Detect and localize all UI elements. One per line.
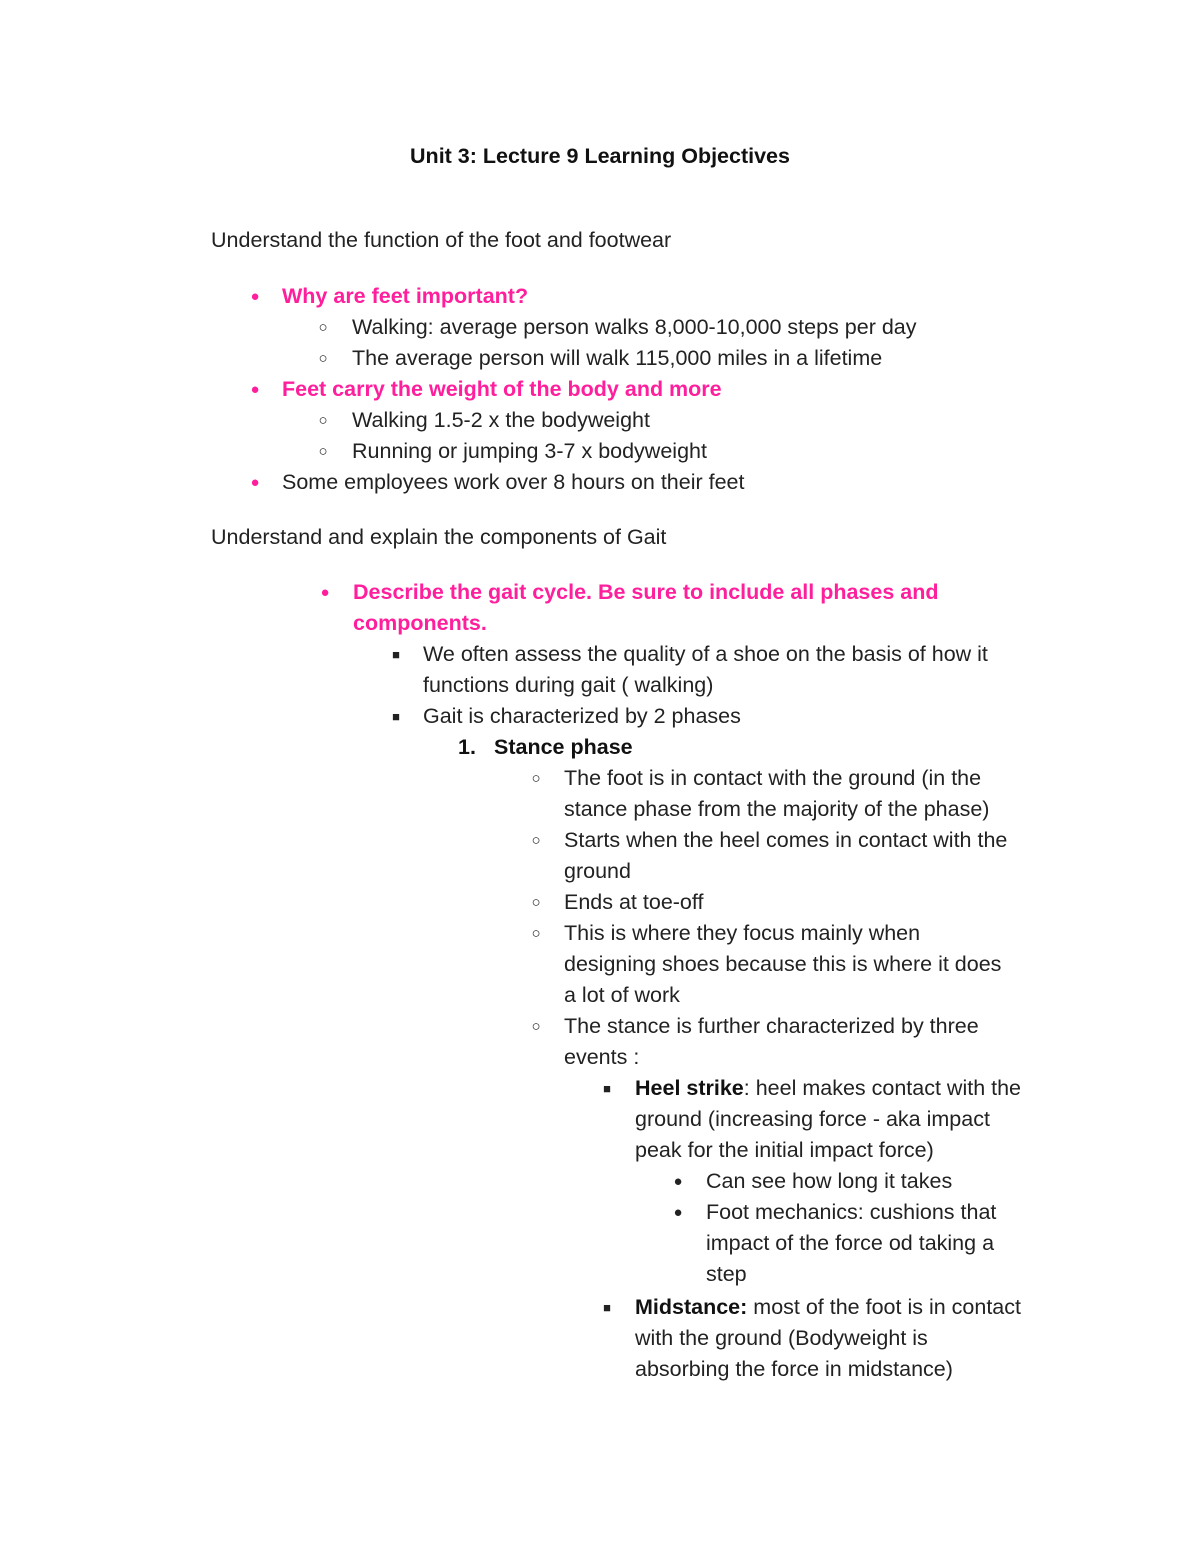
gait-prompt-line1: Describe the gait cycle. Be sure to include all phases and <box>353 580 939 604</box>
heel-strike-line3: peak for the initial impact force) <box>635 1138 934 1162</box>
bullet-circle: ○ <box>531 832 541 849</box>
stance-item-starts-line2: ground <box>564 859 631 883</box>
midstance-text: most of the foot is in contact <box>747 1295 1021 1319</box>
list-item-running-load: Running or jumping 3-7 x bodyweight <box>352 439 707 463</box>
heel-sub-how-long: Can see how long it takes <box>706 1169 953 1193</box>
bullet-circle: ○ <box>318 319 328 336</box>
list-item-shoe-quality-line1: We often assess the quality of a shoe on the basis of how it <box>423 642 988 666</box>
midstance-line2: with the ground (Bodyweight is <box>635 1326 928 1350</box>
bullet-dot: ● <box>673 1173 683 1190</box>
stance-item-events-line1: The stance is further characterized by three <box>564 1014 979 1038</box>
stance-item-focus-line2: designing shoes because this is where it does <box>564 952 1002 976</box>
heel-strike-line1 <box>635 1073 1021 1104</box>
bullet-square: ■ <box>603 1081 611 1096</box>
list-item-walking-load: Walking 1.5-2 x the bodyweight <box>352 408 650 432</box>
stance-item-ends: Ends at toe-off <box>564 890 704 914</box>
bullet-square: ■ <box>392 709 400 724</box>
bullet-circle: ○ <box>531 925 541 942</box>
bullet-dot: ● <box>250 381 260 398</box>
stance-item-focus-line1: This is where they focus mainly when <box>564 921 921 945</box>
heel-sub-mechanics-line3: step <box>706 1262 747 1286</box>
list-item-lifetime-miles: The average person will walk 115,000 miles in a lifetime <box>352 346 883 370</box>
stance-item-contact-line1: The foot is in contact with the ground (in the <box>564 766 982 790</box>
bullet-square: ■ <box>392 647 400 662</box>
bullet-square: ■ <box>603 1300 611 1315</box>
section-heading-function: Understand the function of the foot and footwear <box>211 228 672 252</box>
stance-item-events-line2: events : <box>564 1045 640 1069</box>
stance-phase-label: Stance phase <box>494 735 633 759</box>
midstance-line3: absorbing the force in midstance) <box>635 1357 953 1381</box>
midstance-label: Midstance: <box>635 1295 748 1319</box>
midstance-line1 <box>635 1292 1021 1323</box>
heel-sub-mechanics-line1: Foot mechanics: cushions that <box>706 1200 997 1224</box>
bullet-dot: ● <box>250 288 260 305</box>
list-item-employees: Some employees work over 8 hours on their feet <box>282 470 745 494</box>
bullet-dot: ● <box>673 1204 683 1221</box>
bullet-dot: ● <box>320 584 330 601</box>
list-item-walking-steps: Walking: average person walks 8,000-10,000 steps per day <box>352 315 917 339</box>
list-item-carry-weight: Feet carry the weight of the body and more <box>282 377 722 401</box>
bullet-circle: ○ <box>318 412 328 429</box>
heel-strike-label: Heel strike <box>635 1076 744 1100</box>
heel-strike-text: : heel makes contact with the <box>743 1076 1022 1100</box>
bullet-circle: ○ <box>318 443 328 460</box>
list-item-shoe-quality-line2: functions during gait ( walking) <box>423 673 714 697</box>
bullet-circle: ○ <box>531 770 541 787</box>
heel-strike-line2: ground (increasing force - aka impact <box>635 1107 990 1131</box>
stance-item-starts-line1: Starts when the heel comes in contact with the <box>564 828 1008 852</box>
heel-sub-mechanics-line2: impact of the force od taking a <box>706 1231 995 1255</box>
bullet-dot: ● <box>250 474 260 491</box>
list-item-why-feet: Why are feet important? <box>282 284 529 308</box>
section-heading-gait: Understand and explain the components of Gait <box>211 525 667 549</box>
bullet-circle: ○ <box>318 350 328 367</box>
bullet-circle: ○ <box>531 1018 541 1035</box>
stance-item-focus-line3: a lot of work <box>564 983 680 1007</box>
bullet-circle: ○ <box>531 894 541 911</box>
page-title: Unit 3: Lecture 9 Learning Objectives <box>410 144 790 168</box>
stance-item-contact-line2: stance phase from the majority of the phase) <box>564 797 990 821</box>
numbered-marker: 1. <box>458 735 476 759</box>
gait-prompt-line2: components. <box>353 611 487 635</box>
list-item-two-phases: Gait is characterized by 2 phases <box>423 704 741 728</box>
